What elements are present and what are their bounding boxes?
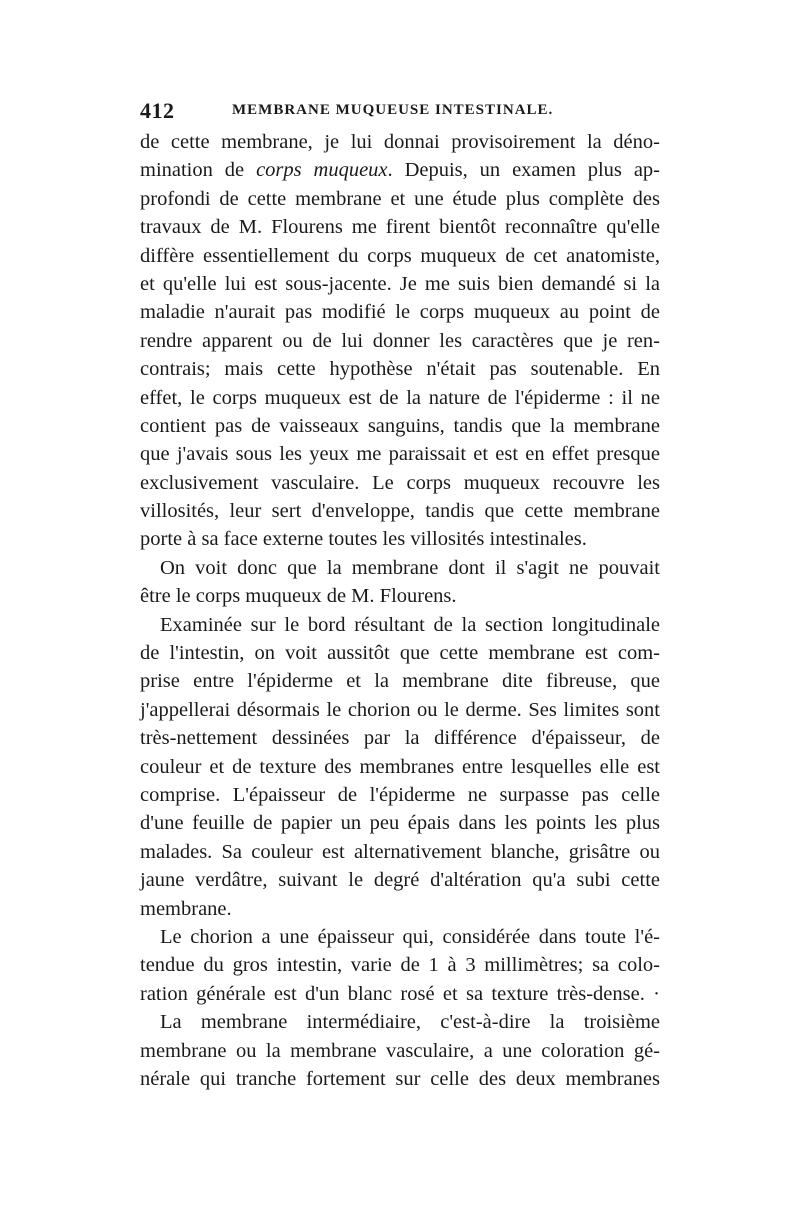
text-line: effet, le corps muqueux est de la nature de l'épiderme : il ne [140,386,660,409]
text-segment: . Depuis, un examen plus ap- [387,159,660,182]
text-line: j'appellerai désormais le chorion ou le derme. Ses limites sont [140,698,660,721]
text-line: rendre apparent ou de lui donner les caractères que je ren- [140,329,660,352]
text-line: nérale qui tranche fortement sur celle des deux membranes [140,1067,660,1090]
italic-term: corps muqueux [256,159,388,182]
text-line: travaux de M. Flourens me firent bientôt reconnaître qu'elle [140,216,660,239]
paragraph-start-line: Le chorion a une épaisseur qui, considérée dans toute l'é- [160,925,660,948]
paragraph-start-line: Examinée sur le bord résultant de la section longitudinale [160,613,660,636]
text-line: membrane. [140,897,232,920]
page-number: 412 [140,98,175,123]
text-line: contient pas de vaisseaux sanguins, tandis que la membrane [140,414,660,437]
text-line: ration générale est d'un blanc rosé et sa texture très-dense. · [140,982,660,1005]
body-text [140,128,660,1093]
text-line: membrane ou la membrane vasculaire, a une coloration gé- [140,1039,660,1062]
text-line: et qu'elle lui est sous-jacente. Je me suis bien demandé si la [140,272,660,295]
text-line: villosités, leur sert d'enveloppe, tandis que cette membrane [140,500,660,523]
text-line: jaune verdâtre, suivant le degré d'altération qu'a subi cette [140,869,660,892]
text-line: tendue du gros intestin, varie de 1 à 3 millimètres; sa colo- [140,954,660,977]
page-header [140,98,660,122]
text-line: prise entre l'épiderme et la membrane dite fibreuse, que [140,670,660,693]
paragraph-start-line: On voit donc que la membrane dont il s'agit ne pouvait [160,556,660,579]
text-segment: mination de [140,159,257,182]
text-line: couleur et de texture des membranes entre lesquelles elle est [140,755,660,778]
paragraph-start-line: La membrane intermédiaire, c'est-à-dire la troisième [160,1011,660,1034]
text-line: de l'intestin, on voit aussitôt que cette membrane est com- [140,642,660,665]
text-line: comprise. L'épaisseur de l'épiderme ne surpasse pas celle [140,783,660,806]
text-line: porte à sa face externe toutes les villosités intestinales. [140,528,587,551]
text-line: malades. Sa couleur est alternativement blanche, grisâtre ou [140,840,660,863]
text-line: très-nettement dessinées par la différence d'épaisseur, de [140,727,660,750]
text-line: exclusivement vasculaire. Le corps muqueux recouvre les [140,471,660,494]
text-line: que j'avais sous les yeux me paraissait et est en effet presque [140,443,660,466]
running-title: MEMBRANE MUQUEUSE INTESTINALE. [232,102,554,118]
text-line: être le corps muqueux de M. Flourens. [140,585,457,608]
text-line: profondi de cette membrane et une étude plus complète des [140,187,660,210]
text-line [140,156,660,184]
text-line: contrais; mais cette hypothèse n'était pas soutenable. En [140,358,660,381]
text-line: maladie n'aurait pas modifié le corps muqueux au point de [140,301,660,324]
text-line: d'une feuille de papier un peu épais dans les points les plus [140,812,660,835]
text-line: de cette membrane, je lui donnai provisoirement la déno- [140,131,660,153]
text-line: diffère essentiellement du corps muqueux de cet anatomiste, [140,244,660,267]
